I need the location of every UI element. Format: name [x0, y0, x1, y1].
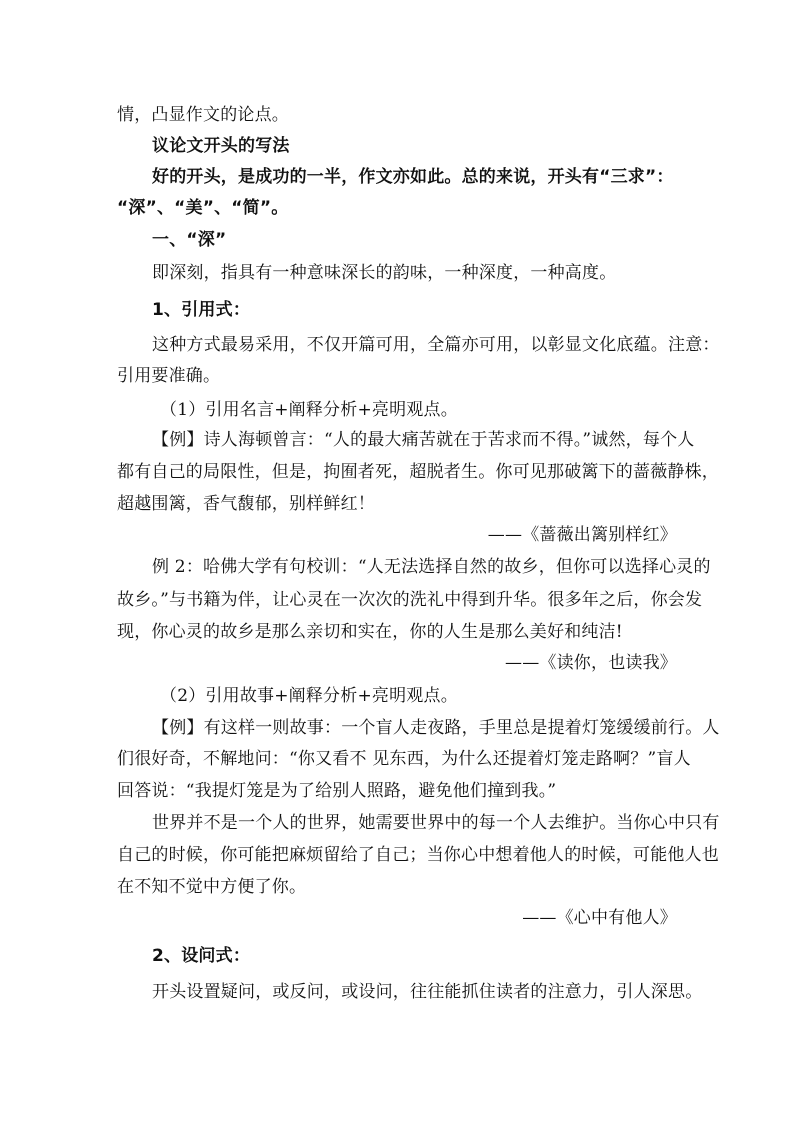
paragraph-line: 例 2：哈佛大学有句校训：“人无法选择自然的故乡，但你可以选择心灵的 [152, 557, 711, 577]
citation-line: ——《心中有他人》 [522, 908, 677, 928]
subsection-heading: 2、设问式： [152, 946, 251, 966]
citation-line: ——《读你，也读我》 [505, 653, 677, 673]
paragraph-line: “深”、“美”、“简”。 [117, 198, 289, 218]
paragraph-line: 好的开头，是成功的一半，作文亦如此。总的来说，开头有“三求”： [152, 167, 674, 187]
paragraph-line: 【例】诗人海顿曾言：“人的最大痛苦就在于苦求而不得。”诚然，每个人 [152, 430, 695, 450]
paragraph-line: 开头设置疑问，或反问，或设问，往往能抓住读者的注意力，引人深思。 [152, 982, 703, 1002]
subsection-heading: 1、引用式： [152, 300, 251, 320]
paragraph-line: 世界并不是一个人的世界，她需要世界中的每一个人去维护。当你心中只有 [152, 813, 720, 833]
paragraph-line: 回答说：“我提灯笼是为了给别人照路，避免他们撞到我。” [117, 781, 557, 801]
paragraph-line: 自己的时候，你可能把麻烦留给了自己；当你心中想着他人的时候，可能他人也 [117, 845, 719, 865]
paragraph-line: （1）引用名言+阐释分析+亮明观点。 [160, 400, 458, 420]
paragraph-line: 现，你心灵的故乡是那么亲切和实在，你的人生是那么美好和纯洁! [117, 622, 623, 642]
paragraph-line: 引用要准确。 [117, 366, 221, 386]
paragraph-line: 【例】有这样一则故事：一个盲人走夜路，手里总是提着灯笼缓缓前行。人 [152, 718, 720, 738]
paragraph-line: 这种方式最易采用，不仅开篇可用，全篇亦可用，以彰显文化底蕴。注意： [152, 335, 720, 355]
paragraph-line: （2）引用故事+阐释分析+亮明观点。 [160, 686, 458, 706]
section-heading: 议论文开头的写法 [152, 136, 290, 156]
paragraph-line: 超越围篱，香气馥郁，别样鲜红！ [117, 494, 375, 514]
paragraph-line: 们很好奇，不解地问：“你又看不 见东西，为什么还提着灯笼走路啊？”盲人 [117, 749, 691, 769]
subsection-heading: 一、“深” [152, 230, 227, 250]
citation-line: ——《蔷薇出篱别样红》 [487, 525, 677, 545]
paragraph-line: 即深刻，指具有一种意味深长的韵味，一种深度，一种高度。 [152, 263, 617, 283]
paragraph-line: 都有自己的局限性，但是，拘囿者死，超脱者生。你可见那破篱下的蔷薇静株， [117, 462, 719, 482]
paragraph-line: 故乡。”与书籍为伴，让心灵在一次次的洗礼中得到升华。很多年之后，你会发 [117, 590, 703, 610]
paragraph-line: 在不知不觉中方便了你。 [117, 877, 307, 897]
paragraph-line: 情，凸显作文的论点。 [117, 105, 289, 125]
